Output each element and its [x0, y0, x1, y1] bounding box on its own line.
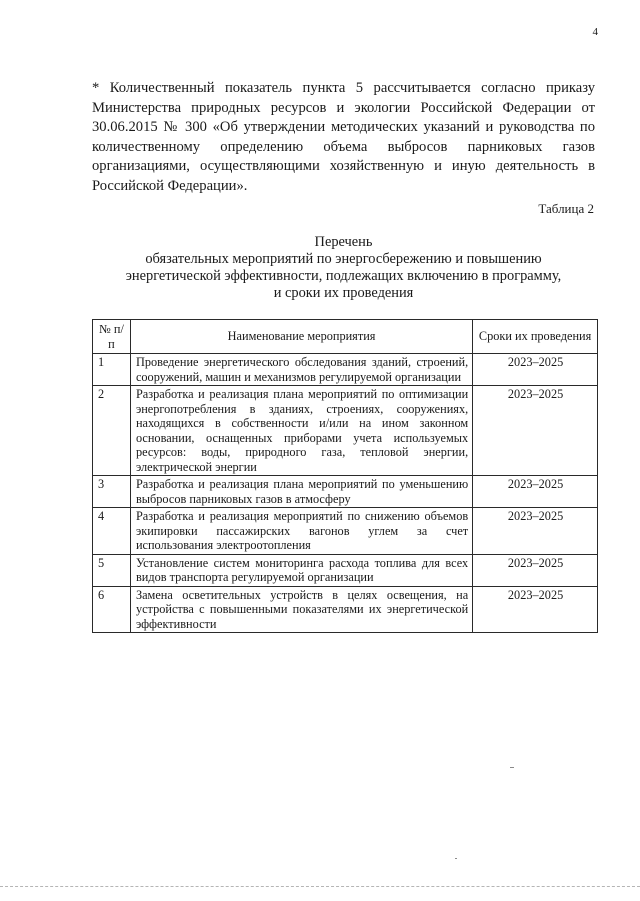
scan-speck [510, 767, 514, 768]
row-number: 5 [93, 554, 131, 586]
table-row [93, 586, 598, 633]
measure-term: 2023–2025 [473, 476, 598, 508]
measure-term: 2023–2025 [473, 508, 598, 555]
row-number: 6 [93, 586, 131, 633]
row-number: 1 [93, 354, 131, 386]
table-label: Таблица 2 [538, 201, 594, 216]
table-header-row [93, 320, 598, 354]
header-measure-name: Наименование мероприятия [130, 320, 472, 354]
row-number: 2 [93, 386, 131, 476]
row-number: 3 [93, 476, 131, 508]
header-number: № п/п [93, 320, 131, 354]
table-row [93, 554, 598, 586]
header-term: Сроки их проведения [473, 320, 598, 354]
table-row [93, 476, 598, 508]
heading-line-2: обязательных мероприятий по энергосбережению и повышению [145, 251, 542, 267]
table-row [93, 354, 598, 386]
measures-table [92, 319, 598, 633]
measure-name: Замена осветительных устройств в целях освещения, на устройства с повышенными показателями их энергетической эффективности [130, 586, 472, 633]
measure-name: Разработка и реализация мероприятий по снижению объемов экипировки пассажирских вагонов углем за счет использования электроотопления [130, 508, 472, 555]
scan-speck [455, 858, 457, 859]
table-row [93, 508, 598, 555]
measure-term: 2023–2025 [473, 386, 598, 476]
heading-line-3: энергетической эффективности, подлежащих включению в программу, [125, 268, 562, 284]
heading-line-1: Перечень [314, 234, 373, 250]
measure-name: Разработка и реализация плана мероприятий по уменьшению выбросов парниковых газов в атмосферу [130, 476, 472, 508]
heading-line-4: и сроки их проведения [273, 285, 414, 301]
scan-edge-line [0, 886, 640, 887]
footnote: * Количественный показатель пункта 5 рассчитывается согласно приказу Министерства природных ресурсов и экологии Российской Федерации от 30.06.2015 № 300 «Об утверждении методических указаний и руководства по количественному определению объема выбросов парниковых газов организациями, осуществляющими хозяйственную и иную деятельность в Российской Федерации». [92, 80, 595, 194]
measure-name: Установление систем мониторинга расхода топлива для всех видов транспорта регулируемой организации [130, 554, 472, 586]
measure-term: 2023–2025 [473, 354, 598, 386]
measure-name: Проведение энергетического обследования зданий, строений, сооружений, машин и механизмов регулируемой организации [130, 354, 472, 386]
measure-term: 2023–2025 [473, 554, 598, 586]
page-number: 4 [592, 26, 598, 38]
table-heading [92, 234, 595, 302]
measure-term: 2023–2025 [473, 586, 598, 633]
measure-name: Разработка и реализация плана мероприятий по оптимизации энергопотребления в зданиях, строениях, сооружениях, находящихся в собственности и/или на ином законном основании, оснащенных приборами учета используемых ресурсов: воды, природного газа, тепловой энергии, электрической энергии [130, 386, 472, 476]
table-row [93, 386, 598, 476]
row-number: 4 [93, 508, 131, 555]
